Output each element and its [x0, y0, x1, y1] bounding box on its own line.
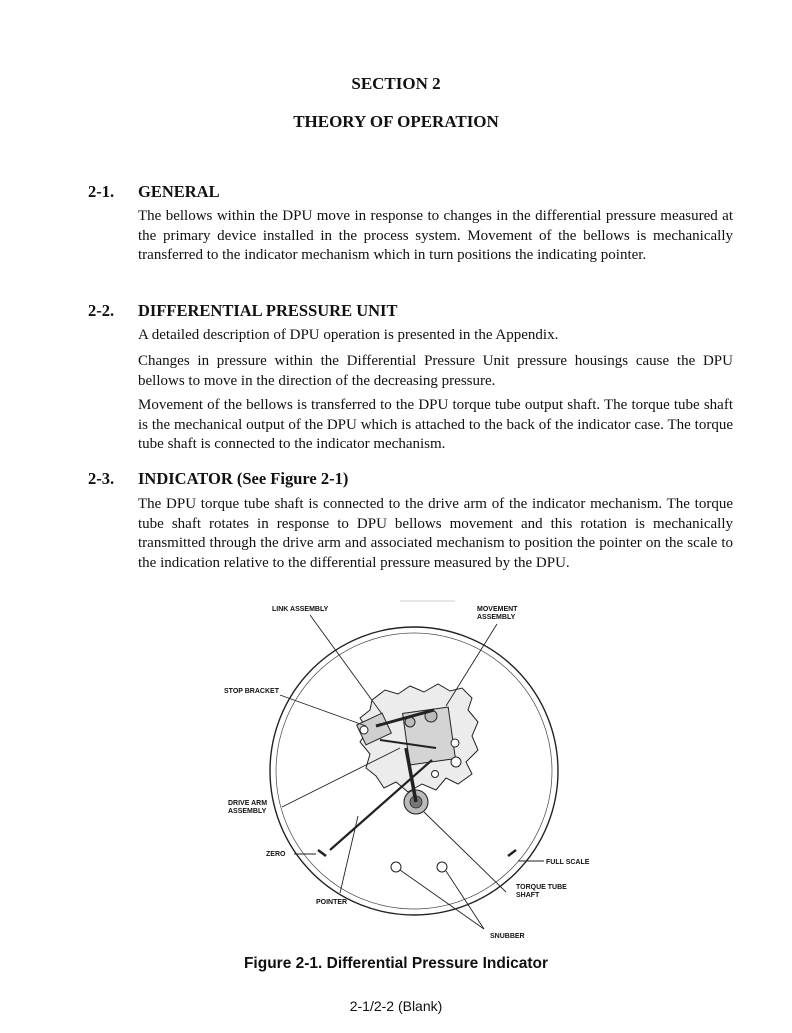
heading-text: INDICATOR (See Figure 2-1)	[138, 469, 349, 488]
paragraph: A detailed description of DPU operation is presented in the Appendix.	[138, 327, 559, 343]
section-title: THEORY OF OPERATION	[293, 112, 499, 131]
movement-screw	[432, 771, 439, 778]
label-full-scale: FULL SCALE	[546, 859, 590, 866]
full-scale-tick	[508, 850, 516, 856]
heading-number: 2-3.	[88, 469, 115, 488]
heading-differential-pressure-unit	[88, 301, 397, 321]
label-movement: MOVEMENT	[477, 606, 518, 613]
leader-torque-tube-shaft	[424, 812, 506, 892]
heading-number: 2-1.	[88, 182, 115, 201]
figure-caption: Figure 2-1. Differential Pressure Indicator	[243, 955, 549, 972]
leader-stop-bracket	[280, 695, 366, 726]
movement-pivot	[451, 739, 459, 747]
paragraph: The bellows within the DPU move in response to changes in the differential pressure measured at the primary device installed in the process system. Movement of the bellows is mechanically transferred to the indicator mechanism which in turn positions the indicating pointer.	[138, 208, 733, 264]
indicator-diagram	[210, 598, 610, 943]
label-movement-assembly: ASSEMBLY	[477, 614, 516, 621]
stop-bracket-hole	[360, 726, 368, 734]
label-zero: ZERO	[266, 851, 286, 858]
heading-text: DIFFERENTIAL PRESSURE UNIT	[138, 301, 398, 320]
heading-indicator	[88, 469, 348, 489]
paragraph: Movement of the bellows is transferred to the DPU torque tube output shaft. The torque tube shaft is the mechanical output of the DPU which is attached to the back of the indicator case. The torque tube shaft is connected to the indicator mechanism.	[138, 397, 733, 453]
heading-number: 2-2.	[88, 301, 115, 320]
page-number: 2-1/2-2 (Blank)	[349, 998, 443, 1014]
section-number: SECTION 2	[351, 74, 441, 93]
heading-general	[88, 182, 220, 202]
label-torque-tube: TORQUE TUBE	[516, 884, 567, 891]
leader-link-assembly	[310, 615, 382, 714]
leader-movement-assembly	[446, 624, 497, 706]
label-snubber: SNUBBER	[490, 933, 525, 940]
label-pointer: POINTER	[316, 899, 348, 906]
heading-text: GENERAL	[138, 182, 220, 201]
snubber-left	[391, 862, 401, 872]
paragraph: Changes in pressure within the Differential Pressure Unit pressure housings cause the DPU bellows to move in the direction of the decreasing pressure.	[138, 353, 733, 389]
leader-snubber-left	[400, 870, 484, 929]
paragraph: The DPU torque tube shaft is connected to the drive arm of the indicator mechanism. The torque tube shaft rotates in response to DPU bellows movement and this rotation is mechanically transmitted through the drive arm and associated mechanism to position the pointer on the scale to the indication relative to the differential pressure measured by the DPU.	[138, 496, 733, 571]
label-stop-bracket: STOP BRACKET	[224, 688, 279, 695]
movement-gear	[451, 757, 461, 767]
label-drive-arm: DRIVE ARM	[228, 800, 268, 807]
label-drive-arm-assembly: ASSEMBLY	[228, 808, 267, 815]
leader-pointer	[340, 816, 358, 893]
label-link-assembly: LINK ASSEMBLY	[272, 606, 329, 613]
zero-tick	[318, 850, 326, 856]
snubber-right	[437, 862, 447, 872]
label-torque-tube-shaft: SHAFT	[516, 892, 540, 899]
